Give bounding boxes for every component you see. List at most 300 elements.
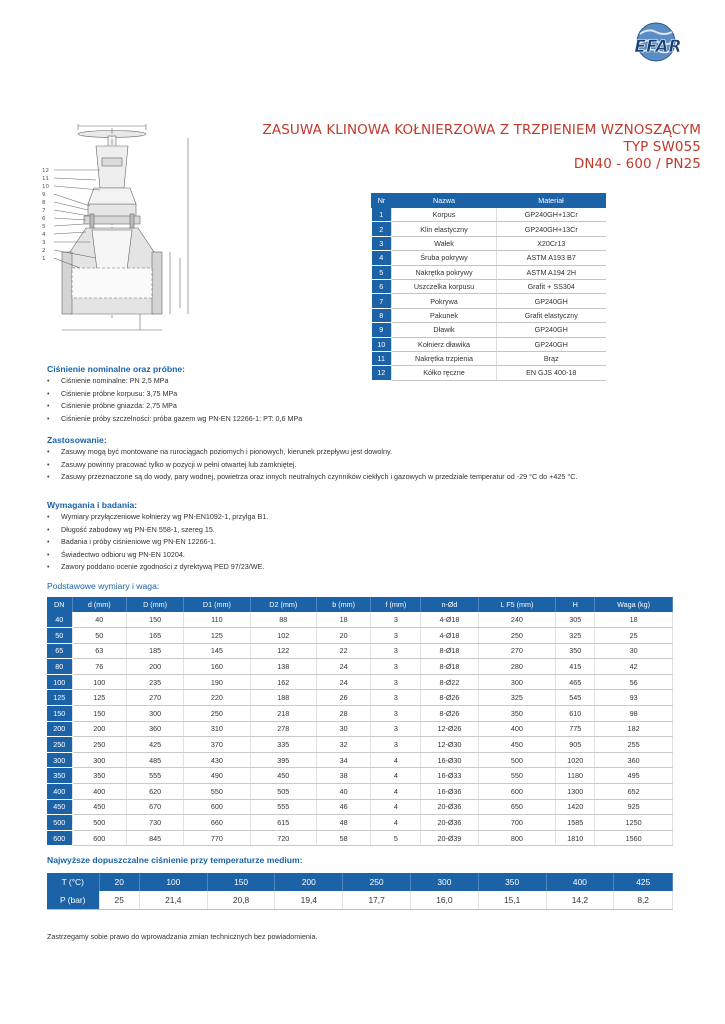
table-cell: 150 [72,706,126,722]
table-cell: 30 [316,721,370,737]
materials-cell-nr: 1 [372,208,392,222]
table-cell: 24 [316,674,370,690]
list-item: • Ciśnienie próbne gniazda: 2,75 MPa [47,400,302,413]
table-cell: 845 [126,830,183,846]
table-cell: 500 [72,815,126,831]
table-cell: 20-Ø36 [421,799,478,815]
requirements-list [47,511,268,574]
table-cell: 3 [371,706,421,722]
table-cell: 310 [184,721,250,737]
dn-cell: 200 [47,721,72,737]
table-cell: 1020 [556,752,595,768]
dimensions-header-cell: D2 (mm) [250,597,316,612]
table-cell: 122 [250,643,316,659]
dn-cell: 250 [47,737,72,753]
materials-row [372,265,606,279]
table-cell: 188 [250,690,316,706]
dn-cell: 500 [47,815,72,831]
list-item: • Świadectwo odbioru wg PN-EN 10204. [47,549,268,562]
materials-cell-material: Grafit + SS304 [497,279,606,293]
table-cell: 3 [371,690,421,706]
table-cell: 40 [72,612,126,628]
table-cell: 1420 [556,799,595,815]
table-cell: 98 [595,706,673,722]
table-cell: 1560 [595,830,673,846]
table-cell: 63 [72,643,126,659]
dimensions-header-cell: H [556,597,595,612]
table-cell: 3 [371,721,421,737]
table-cell: 278 [250,721,316,737]
table-cell: 620 [126,784,183,800]
table-cell: 220 [184,690,250,706]
table-cell: 250 [478,628,556,644]
list-item: • Wymiary przyłączeniowe kołnierzy wg PN-EN1092-1, przylga B1. [47,511,268,524]
table-cell: 652 [595,784,673,800]
materials-row [372,208,606,222]
materials-cell-nr: 9 [372,323,392,337]
materials-cell-name: Kółko ręczne [392,366,497,380]
table-cell: 182 [595,721,673,737]
temperature-value: 400 [546,873,614,891]
table-cell: 185 [126,643,183,659]
table-cell: 700 [478,815,556,831]
dn-cell: 100 [47,674,72,690]
materials-row [372,279,606,293]
temperature-value: 150 [207,873,275,891]
dn-cell: 50 [47,628,72,644]
materials-cell-name: Nakrętka pokrywy [392,265,497,279]
application-list [47,446,577,484]
list-item: • Ciśnienie nominalne: PN 2,5 MPa [47,375,302,388]
materials-row [372,236,606,250]
materials-table [371,193,606,381]
table-cell: 1300 [556,784,595,800]
materials-cell-material: X20Cr13 [497,236,606,250]
table-cell: 4 [371,768,421,784]
table-cell: 218 [250,706,316,722]
materials-cell-material: ASTM A193 B7 [497,251,606,265]
table-cell: 3 [371,659,421,675]
materials-header-material: Materiał [497,194,606,208]
table-cell: 26 [316,690,370,706]
table-cell: 4 [371,815,421,831]
pressure-value: 21,4 [139,891,207,909]
materials-cell-name: Wałek [392,236,497,250]
table-row [47,784,673,800]
materials-header-row [372,194,606,208]
dimensions-header-cell: Waga (kg) [595,597,673,612]
temperature-value: 300 [410,873,478,891]
materials-cell-nr: 8 [372,308,392,322]
table-row [47,643,673,659]
table-cell: 50 [72,628,126,644]
materials-cell-material: GP240GH [497,337,606,351]
table-cell: 125 [184,628,250,644]
table-cell: 450 [478,737,556,753]
table-cell: 770 [184,830,250,846]
dn-cell: 350 [47,768,72,784]
table-cell: 600 [184,799,250,815]
table-cell: 270 [126,690,183,706]
efar-logo [612,18,704,68]
temperature-heading: Najwyższe dopuszczalne ciśnienie przy temperaturze medium: [47,855,303,865]
table-cell: 495 [595,768,673,784]
table-cell: 190 [184,674,250,690]
pressure-value: 17,7 [343,891,411,909]
materials-header-nr: Nr [372,194,392,208]
table-cell: 8-Ø26 [421,706,478,722]
pressure-heading: Ciśnienie nominalne oraz próbne: [47,364,185,374]
footer-note: Zastrzegamy sobie prawo do wprowadzania zmian technicznych bez powiadomienia. [47,932,318,941]
table-cell: 400 [72,784,126,800]
table-cell: 160 [184,659,250,675]
table-cell: 3 [371,628,421,644]
dn-cell: 125 [47,690,72,706]
materials-row [372,351,606,365]
table-cell: 600 [72,830,126,846]
table-cell: 25 [595,628,673,644]
title-line-2: TYP SW055 [623,139,701,155]
table-row [47,737,673,753]
pressure-value: 19,4 [275,891,343,909]
materials-cell-material: ASTM A194 2H [497,265,606,279]
table-row [47,659,673,675]
dimensions-header-row [47,597,673,612]
drawing-label-12: 12 [42,168,49,174]
drawing-label-1: 1 [42,256,46,262]
table-cell: 3 [371,674,421,690]
materials-cell-nr: 11 [372,351,392,365]
table-cell: 12-Ø30 [421,737,478,753]
table-row [47,721,673,737]
dimensions-heading: Podstawowe wymiary i waga: [47,581,160,591]
table-cell: 600 [478,784,556,800]
table-cell: 100 [72,674,126,690]
table-cell: 88 [250,612,316,628]
temperature-value: 250 [343,873,411,891]
list-item: • Długość zabudowy wg PN-EN 558-1, szereg 15. [47,524,268,537]
table-cell: 93 [595,690,673,706]
materials-cell-name: Śruba pokrywy [392,251,497,265]
materials-cell-name: Dławik [392,323,497,337]
drawing-label-7: 7 [42,208,46,214]
temperature-label: T (°C) [47,873,99,891]
materials-cell-name: Nakrętka trzpienia [392,351,497,365]
materials-row [372,294,606,308]
materials-cell-name: Korpus [392,208,497,222]
table-cell: 555 [126,768,183,784]
materials-cell-material: GP240GH+13Cr [497,208,606,222]
table-cell: 545 [556,690,595,706]
table-cell: 905 [556,737,595,753]
materials-cell-name: Pokrywa [392,294,497,308]
list-item: • Zasuwy mogą być montowane na rurociągach poziomych i pionowych, kierunek przepływu jest dowolny. [47,446,577,459]
materials-cell-nr: 4 [372,251,392,265]
temperature-value: 425 [614,873,673,891]
table-cell: 250 [72,737,126,753]
dimensions-header-cell: D1 (mm) [184,597,250,612]
table-row [47,768,673,784]
table-cell: 20 [316,628,370,644]
table-cell: 58 [316,830,370,846]
table-cell: 235 [126,674,183,690]
table-cell: 1250 [595,815,673,831]
materials-row [372,323,606,337]
table-cell: 46 [316,799,370,815]
dimensions-header-cell: D (mm) [126,597,183,612]
table-row [47,815,673,831]
pressure-value: 25 [99,891,139,909]
materials-cell-name: Uszczelka korpusu [392,279,497,293]
valve-technical-drawing [40,118,212,340]
table-cell: 730 [126,815,183,831]
table-cell: 30 [595,643,673,659]
title-line-1: ZASUWA KLINOWA KOŁNIERZOWA Z TRZPIENIEM WZNOSZĄCYM [262,122,701,138]
table-cell: 255 [595,737,673,753]
table-cell: 650 [478,799,556,815]
table-cell: 485 [126,752,183,768]
table-cell: 56 [595,674,673,690]
pressure-value: 15,1 [478,891,546,909]
list-item: • Zawory poddano ocenie zgodności z dyrektywą PED 97/23/WE. [47,561,268,574]
table-cell: 22 [316,643,370,659]
table-cell: 360 [595,752,673,768]
table-cell: 20-Ø39 [421,830,478,846]
materials-cell-nr: 10 [372,337,392,351]
dimensions-table [47,597,673,846]
table-cell: 350 [72,768,126,784]
table-cell: 3 [371,612,421,628]
table-cell: 610 [556,706,595,722]
materials-cell-name: Kołnierz dławika [392,337,497,351]
drawing-label-4: 4 [42,232,46,238]
materials-cell-name: Pakunek [392,308,497,322]
requirements-heading: Wymagania i badania: [47,500,138,510]
title-line-3: DN40 - 600 / PN25 [573,156,701,172]
table-cell: 145 [184,643,250,659]
table-cell: 165 [126,628,183,644]
materials-row [372,337,606,351]
table-cell: 1585 [556,815,595,831]
table-cell: 1810 [556,830,595,846]
table-row [47,799,673,815]
table-cell: 3 [371,737,421,753]
table-cell: 335 [250,737,316,753]
table-cell: 4 [371,752,421,768]
table-cell: 12-Ø26 [421,721,478,737]
dn-cell: 80 [47,659,72,675]
pressure-row [47,891,673,909]
table-cell: 350 [556,643,595,659]
table-cell: 138 [250,659,316,675]
table-cell: 415 [556,659,595,675]
dn-cell: 40 [47,612,72,628]
list-item: • Ciśnienie próby szczelności: próba gazem wg PN-EN 12266-1: PT: 0,6 MPa [47,413,302,426]
materials-cell-nr: 7 [372,294,392,308]
materials-cell-name: Klin elastyczny [392,222,497,236]
table-cell: 240 [478,612,556,628]
table-cell: 48 [316,815,370,831]
table-cell: 24 [316,659,370,675]
table-cell: 490 [184,768,250,784]
table-cell: 615 [250,815,316,831]
table-cell: 925 [595,799,673,815]
materials-cell-nr: 3 [372,236,392,250]
drawing-label-11: 11 [42,176,49,182]
table-cell: 5 [371,830,421,846]
table-cell: 505 [250,784,316,800]
dimensions-header-cell: L F5 (mm) [478,597,556,612]
table-row [47,830,673,846]
table-cell: 4 [371,799,421,815]
temperature-value: 350 [478,873,546,891]
materials-cell-nr: 12 [372,366,392,380]
dn-cell: 450 [47,799,72,815]
table-cell: 4 [371,784,421,800]
pressure-value: 20,8 [207,891,275,909]
drawing-label-5: 5 [42,224,46,230]
temperature-row [47,873,673,891]
temperature-value: 200 [275,873,343,891]
pressure-label: P (bar) [47,891,99,909]
table-row [47,690,673,706]
table-cell: 16-Ø36 [421,784,478,800]
materials-row [372,251,606,265]
table-cell: 300 [478,674,556,690]
table-cell: 76 [72,659,126,675]
drawing-label-9: 9 [42,192,46,198]
table-cell: 20-Ø36 [421,815,478,831]
dn-cell: 150 [47,706,72,722]
table-cell: 4-Ø18 [421,628,478,644]
drawing-label-8: 8 [42,200,46,206]
materials-header-name: Nazwa [392,194,497,208]
drawing-label-6: 6 [42,216,46,222]
table-cell: 325 [556,628,595,644]
list-item: • Zasuwy przeznaczone są do wody, pary wodnej, powietrza oraz innych neutralnych czynników ciekłych i gazowych w przedziale temperatur od -29 °C do +425 °C. [47,471,577,484]
table-cell: 550 [184,784,250,800]
drawing-label-2: 2 [42,248,46,254]
table-cell: 8-Ø18 [421,659,478,675]
materials-row [372,222,606,236]
table-row [47,752,673,768]
table-cell: 200 [126,659,183,675]
dn-cell: 600 [47,830,72,846]
pressure-value: 8,2 [614,891,673,909]
temperature-value: 100 [139,873,207,891]
table-cell: 4-Ø18 [421,612,478,628]
materials-row [372,308,606,322]
materials-cell-material: Grafit elastyczny [497,308,606,322]
table-cell: 500 [478,752,556,768]
table-cell: 280 [478,659,556,675]
table-cell: 555 [250,799,316,815]
table-cell: 34 [316,752,370,768]
table-cell: 125 [72,690,126,706]
dimensions-header-cell: DN [47,597,72,612]
table-row [47,706,673,722]
table-cell: 370 [184,737,250,753]
table-cell: 550 [478,768,556,784]
table-cell: 3 [371,643,421,659]
table-cell: 8-Ø22 [421,674,478,690]
table-cell: 430 [184,752,250,768]
dimensions-header-cell: d (mm) [72,597,126,612]
list-item: • Ciśnienie próbne korpusu: 3,75 MPa [47,388,302,401]
table-cell: 400 [478,721,556,737]
temperature-pressure-table [47,873,673,910]
table-cell: 800 [478,830,556,846]
table-cell: 18 [595,612,673,628]
table-cell: 110 [184,612,250,628]
table-cell: 200 [72,721,126,737]
table-cell: 720 [250,830,316,846]
materials-cell-material: GP240GH+13Cr [497,222,606,236]
materials-row [372,366,606,380]
pressure-value: 16,0 [410,891,478,909]
materials-cell-nr: 6 [372,279,392,293]
table-cell: 162 [250,674,316,690]
pressure-value: 14,2 [546,891,614,909]
logo-text: EFAR [634,37,682,57]
table-cell: 18 [316,612,370,628]
table-cell: 425 [126,737,183,753]
dn-cell: 65 [47,643,72,659]
table-cell: 450 [72,799,126,815]
list-item: • Badania i próby ciśnieniowe wg PN-EN 12266-1. [47,536,268,549]
materials-cell-material: Brąz [497,351,606,365]
drawing-label-3: 3 [42,240,46,246]
table-cell: 660 [184,815,250,831]
materials-cell-material: EN GJS 400-18 [497,366,606,380]
table-cell: 270 [478,643,556,659]
table-cell: 150 [126,612,183,628]
materials-cell-nr: 5 [372,265,392,279]
table-row [47,674,673,690]
page-title [263,122,701,173]
table-cell: 300 [72,752,126,768]
table-cell: 395 [250,752,316,768]
temperature-value: 20 [99,873,139,891]
table-cell: 1180 [556,768,595,784]
drawing-label-10: 10 [42,184,49,190]
table-cell: 32 [316,737,370,753]
table-row [47,628,673,644]
table-cell: 775 [556,721,595,737]
table-cell: 300 [126,706,183,722]
table-cell: 305 [556,612,595,628]
list-item: • Zasuwy powinny pracować tylko w pozycji w pełni otwartej lub zamkniętej. [47,459,577,472]
dimensions-header-cell: n-Ød [421,597,478,612]
table-cell: 40 [316,784,370,800]
table-cell: 42 [595,659,673,675]
table-cell: 325 [478,690,556,706]
dn-cell: 300 [47,752,72,768]
table-cell: 16-Ø33 [421,768,478,784]
table-cell: 8-Ø18 [421,643,478,659]
table-cell: 16-Ø30 [421,752,478,768]
table-cell: 360 [126,721,183,737]
table-row [47,612,673,628]
dimensions-header-cell: f (mm) [371,597,421,612]
table-cell: 102 [250,628,316,644]
pressure-list [47,375,302,425]
table-cell: 465 [556,674,595,690]
table-cell: 250 [184,706,250,722]
dimensions-header-cell: b (mm) [316,597,370,612]
table-cell: 8-Ø26 [421,690,478,706]
materials-cell-material: GP240GH [497,323,606,337]
